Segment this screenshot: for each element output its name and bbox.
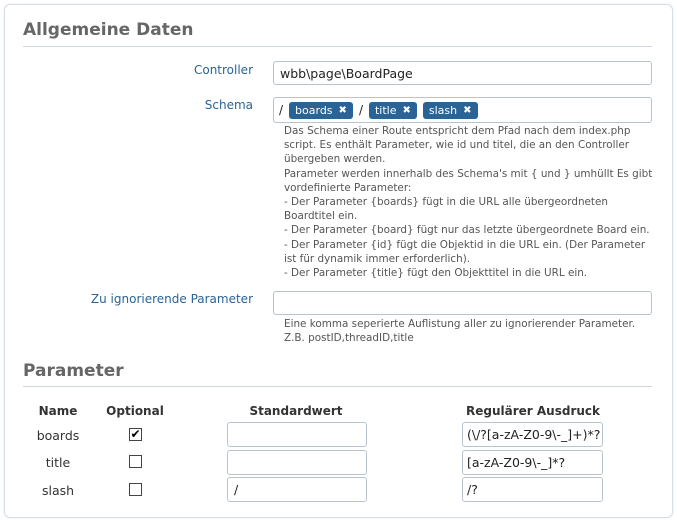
section-title-parameter: Parameter [23,361,124,381]
column-header-optional: Optional [106,404,164,418]
controller-label: Controller [193,63,253,77]
regex-input[interactable]: [a-zA-Z0-9\-_]*? [462,450,603,475]
controller-input[interactable]: wbb\page\BoardPage [273,61,652,85]
schema-description-line: Das Schema einer Route entspricht dem Pfad nach dem index.php script. Es enthält Parameter, wie id und titel, die an den Controller übergeben werden. [284,125,631,166]
section-divider [23,46,652,47]
column-header-default: Standardwert [249,404,343,418]
schema-separator: / [358,103,363,117]
default-value-input[interactable] [227,422,367,447]
remove-tag-icon[interactable]: ✖ [338,104,347,116]
schema-description [284,124,654,280]
schema-description-line: - Der Parameter {board} fügt nur das letzte übergeordnete Board ein. [284,224,650,237]
remove-tag-icon[interactable]: ✖ [463,104,472,116]
optional-checkbox[interactable]: ✔ [130,427,141,441]
schema-tag-title [369,102,417,119]
optional-checkbox[interactable] [129,455,142,468]
column-header-name: Name [38,404,78,418]
schema-input[interactable] [273,97,652,123]
schema-tag-slash [423,102,478,119]
schema-description-line: - Der Parameter {id} fügt die Objektid in die URL ein. (Der Parameter ist für dynamik immer erforderlich). [284,238,646,265]
optional-checkbox[interactable] [129,483,142,496]
schema-description-line: - Der Parameter {boards} fügt in die URL alle übergeordneten Boardtitel ein. [284,196,608,223]
schema-prefix: / [279,103,284,117]
ignore-params-input[interactable] [273,291,652,315]
default-value-input[interactable] [227,450,367,475]
ignore-params-description: Eine komma seperierte Auflistung aller zu ignorierender Parameter. Z.B. postID,threadID,title [284,318,636,345]
tag-label: title [374,103,397,117]
default-value-input[interactable]: / [227,477,367,502]
regex-input[interactable]: (\/?[a-zA-Z0-9\-_]+)*? [462,422,603,447]
schema-description-line: - Der Parameter {title} fügt den Objekttitel in die URL ein. [284,267,588,280]
param-name: boards [36,428,80,443]
remove-tag-icon[interactable]: ✖ [402,104,411,116]
column-header-regex: Regulärer Ausdruck [466,404,600,418]
regex-input[interactable]: /? [462,477,603,502]
schema-description-line: Parameter werden innerhalb des Schema's mit { und } umhüllt Es gibt vordefinierte Parameter: [284,167,653,194]
section-divider [23,386,652,387]
param-name: slash [41,483,75,498]
tag-label: slash [428,103,458,117]
schema-tag-boards [289,102,353,119]
schema-label: Schema [204,98,253,112]
ignore-params-label: Zu ignorierende Parameter [90,292,253,306]
param-name: title [45,455,71,470]
tag-label: boards [295,103,333,117]
section-title-general: Allgemeine Daten [23,20,194,40]
